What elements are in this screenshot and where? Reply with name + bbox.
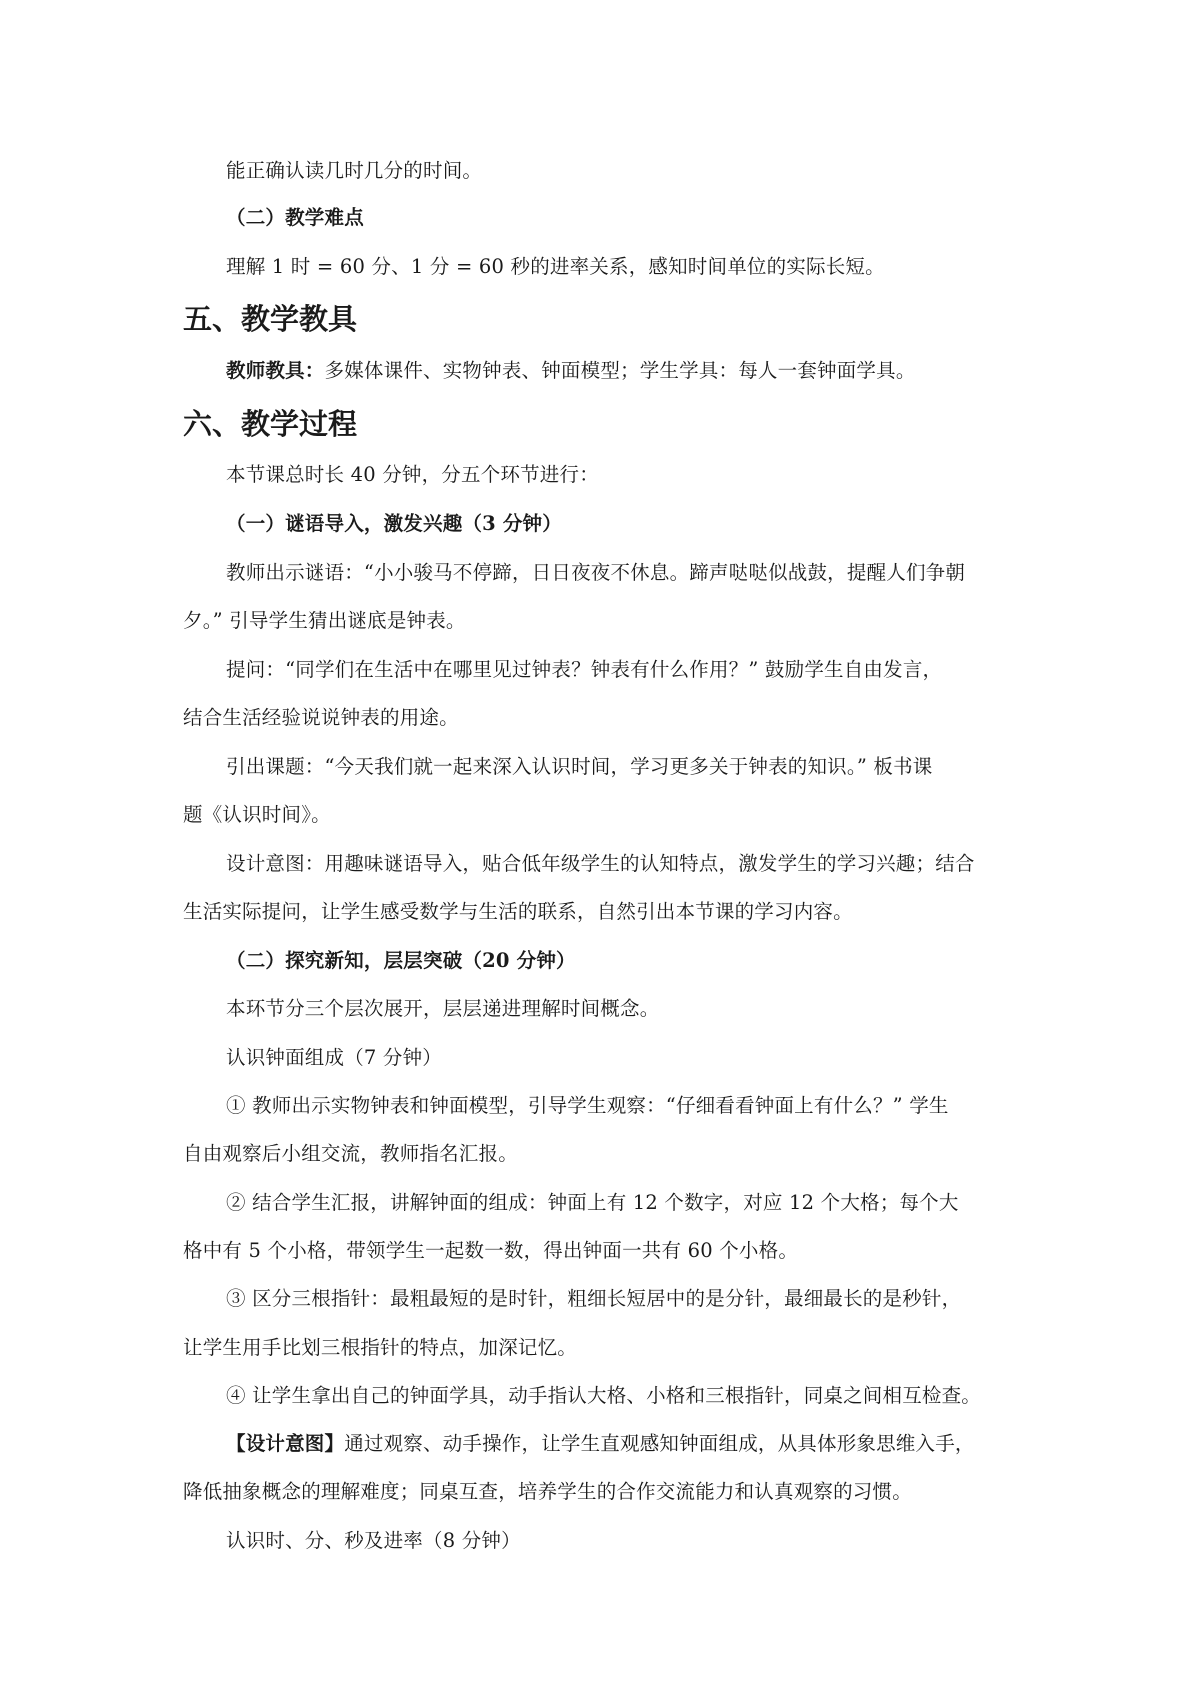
subheading-teaching-difficulty: （二）教学难点 (226, 206, 364, 229)
subheading-riddle-intro: （一）谜语导入，激发兴趣（3 分钟） (226, 512, 562, 535)
paragraph-line: 让学生用手比划三根指针的特点，加深记忆。 (183, 1336, 578, 1359)
section-heading-teaching-aids: 五、教学教具 (183, 302, 358, 336)
paragraph-lead-bold: 教师教具： (226, 359, 325, 382)
paragraph-line: 提问：“同学们在生活中在哪里见过钟表？钟表有什么作用？” 鼓励学生自由发言， (226, 658, 943, 681)
paragraph-line: ① 教师出示实物钟表和钟面模型，引导学生观察：“仔细看看钟面上有什么？” 学生 (226, 1094, 949, 1117)
paragraph-line: 格中有 5 个小格，带领学生一起数一数，得出钟面一共有 60 个小格。 (183, 1239, 799, 1262)
paragraph-line: ② 结合学生汇报，讲解钟面的组成：钟面上有 12 个数字，对应 12 个大格；每个大 (226, 1191, 959, 1214)
paragraph-line: 降低抽象概念的理解难度；同桌互查，培养学生的合作交流能力和认真观察的习惯。 (183, 1480, 912, 1503)
paragraph-line: ③ 区分三根指针：最粗最短的是时针，粗细长短居中的是分针，最细最长的是秒针， (226, 1287, 962, 1310)
paragraph-line: 认识时、分、秒及进率（8 分钟） (226, 1529, 521, 1552)
paragraph-text: 多媒体课件、实物钟表、钟面模型；学生学具：每人一套钟面学具。 (324, 359, 916, 382)
paragraph-line: 认识钟面组成（7 分钟） (226, 1046, 443, 1069)
paragraph-line: 自由观察后小组交流，教师指名汇报。 (183, 1142, 518, 1165)
paragraph-line: 引出课题：“今天我们就一起来深入认识时间，学习更多关于钟表的知识。” 板书课 (226, 755, 933, 778)
subheading-explore-new: （二）探究新知，层层突破（20 分钟） (226, 949, 576, 972)
paragraph-line: 结合生活经验说说钟表的用途。 (183, 706, 459, 729)
section-heading-teaching-process: 六、教学过程 (183, 407, 358, 441)
paragraph-line: 理解 1 时 = 60 分、1 分 = 60 秒的进率关系，感知时间单位的实际长短。 (226, 255, 885, 278)
paragraph-line: 本节课总时长 40 分钟，分五个环节进行： (226, 463, 599, 486)
paragraph-line: 能正确认读几时几分的时间。 (226, 159, 483, 182)
paragraph-lead-bold: 【设计意图】 (226, 1432, 345, 1455)
paragraph-line: 题《认识时间》。 (183, 803, 331, 826)
paragraph-line: 本环节分三个层次展开，层层递进理解时间概念。 (226, 997, 660, 1020)
paragraph-line: ④ 让学生拿出自己的钟面学具，动手指认大格、小格和三根指针，同桌之间相互检查。 (226, 1384, 981, 1407)
paragraph-line: 设计意图：用趣味谜语导入，贴合低年级学生的认知特点，激发学生的学习兴趣；结合 (226, 852, 975, 875)
paragraph-design-intent (226, 1431, 1106, 1457)
paragraph-line: 教师出示谜语：“小小骏马不停蹄，日日夜夜不休息。蹄声哒哒似战鼓，提醒人们争朝 (226, 561, 966, 584)
paragraph-line: 生活实际提问，让学生感受数学与生活的联系，自然引出本节课的学习内容。 (183, 900, 853, 923)
paragraph-teaching-aids (226, 358, 1106, 384)
paragraph-text: 通过观察、动手操作，让学生直观感知钟面组成，从具体形象思维入手， (344, 1432, 975, 1455)
paragraph-line: 夕。” 引导学生猜出谜底是钟表。 (183, 609, 466, 632)
